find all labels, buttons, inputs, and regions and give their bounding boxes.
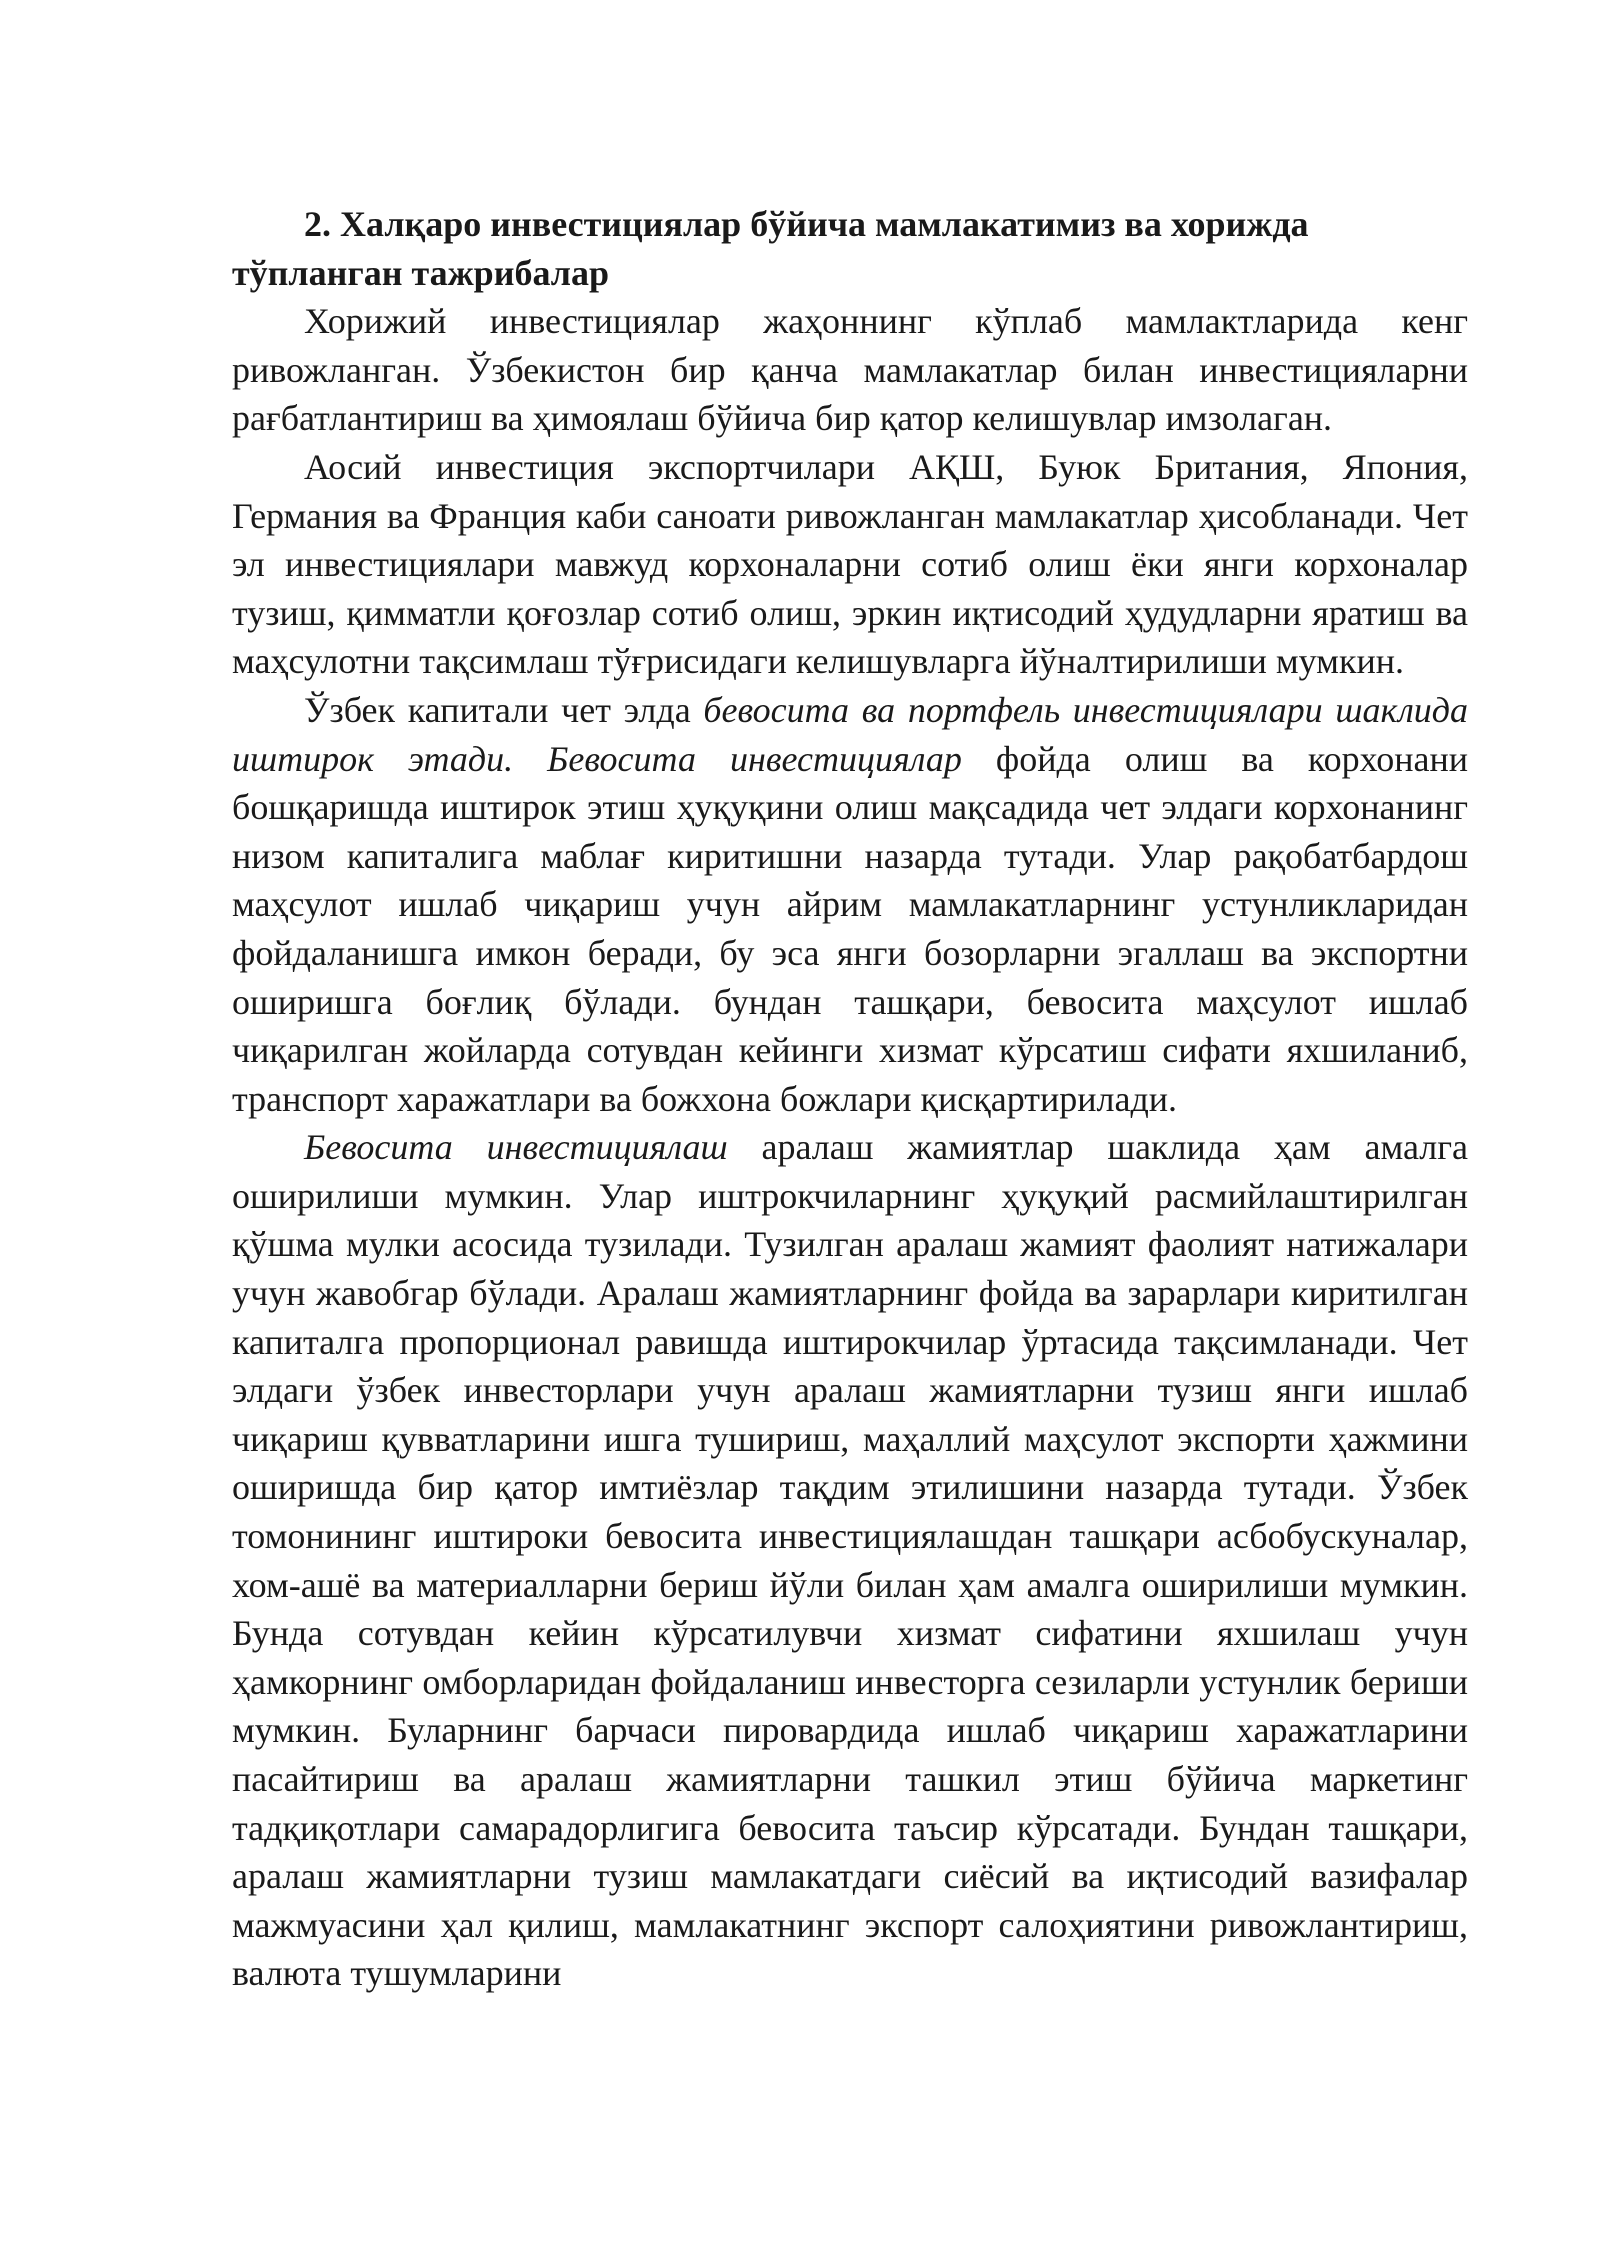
paragraph-4: [232, 1123, 1468, 1998]
paragraph-3: [232, 686, 1468, 1123]
document-page: [232, 200, 1468, 1998]
section-heading: 2. Халқаро инвестициялар бўйича мамлакатимиз ва хорижда тўпланган тажрибалар: [232, 204, 1309, 293]
paragraph-2: Аосий инвестиция экспортчилари АҚШ, Буюк Британия, Япония, Германия ва Франция каби саноати ривожланган мамлакатлар ҳисобланади. Чет эл инвестициялари мавжуд корхоналарни сотиб олиш ёки янги корхоналар тузиш, қимматли қоғозлар сотиб олиш, эркин иқтисодий ҳудудларни яратиш ва маҳсулотни тақсимлаш тўғрисидаги келишувларга йўналтирилиши мумкин.: [232, 446, 1468, 682]
paragraph-4-text: аралаш жамиятлар шаклида ҳам амалга оширилиши мумкин. Улар иштрокчиларнинг ҳуқуқий расмийлаштирилган қўшма мулки асосида тузилади. Тузилган аралаш жамият фаолият натижалари учун жавобгар бўлади. Аралаш жамиятларнинг фойда ва зарарлари киритилган капиталга пропорционал равишда иштирокчилар ўртасида тақсимланади. Чет элдаги ўзбек инвесторлари учун аралаш жамиятларни тузиш янги ишлаб чиқариш қувватларини ишга тушириш, маҳаллий маҳсулот экспорти ҳажмини оширишда бир қатор имтиёзлар тақдим этилишини назарда тутади. Ўзбек томонининг иштироки бевосита инвестициялашдан ташқари асбобускуналар, хом-ашё ва материалларни бериш йўли билан ҳам амалга оширилиши мумкин. Бунда сотувдан кейин кўрсатилувчи хизмат сифатини яхшилаш учун ҳамкорнинг омборларидан фойдаланиш инвесторга сезиларли устунлик бериши мумкин. Буларнинг барчаси пировардида ишлаб чиқариш харажатларини пасайтириш ва аралаш жамиятларни ташкил этиш бўйича маркетинг тадқиқотлари самарадорлигига бевосита таъсир кўрсатади. Бундан ташқари, аралаш жамиятларни тузиш мамлакатдаги сиёсий ва иқтисодий вазифалар мажмуасини ҳал қилиш, мамлакатнинг экспорт салоҳиятини ривожлантириш, валюта тушумларини: [232, 1127, 1468, 1994]
paragraph-3-italic-phrase: бевосита ва портфель инвестициялари шаклида иштирок этади. Бевосита инвестициялар: [232, 689, 1468, 779]
paragraph-1: Хорижий инвестициялар жаҳоннинг кўплаб мамлактларида кенг ривожланган. Ўзбекистон бир қанча мамлакатлар билан инвестицияларни рағбатлантириш ва ҳимоялаш бўйича бир қатор келишувлар имзолаган.: [232, 301, 1468, 439]
paragraph-3-text-end: фойда олиш ва корхонани бошқаришда иштирок этиш ҳуқуқини олиш мақсадида чет элдаги корхонанинг низом капиталига маблағ киритишни назарда тутади. Улар рақобатбардош маҳсулот ишлаб чиқариш учун айрим мамлакатларнинг устунликларидан фойдаланишга имкон беради, бу эса янги бозорларни эгаллаш ва экспортни оширишга боғлиқ бўлади. бундан ташқари, бевосита маҳсулот ишлаб чиқарилган жойларда сотувдан кейинги хизмат кўрсатиш сифати яхшиланиб, транспорт харажатлари ва божхона божлари қисқартирилади.: [232, 738, 1468, 1119]
paragraph-4-italic-phrase: Бевосита инвестициялаш: [304, 1127, 728, 1168]
paragraph-3-text-start: Ўзбек капитали чет элда: [304, 689, 704, 730]
